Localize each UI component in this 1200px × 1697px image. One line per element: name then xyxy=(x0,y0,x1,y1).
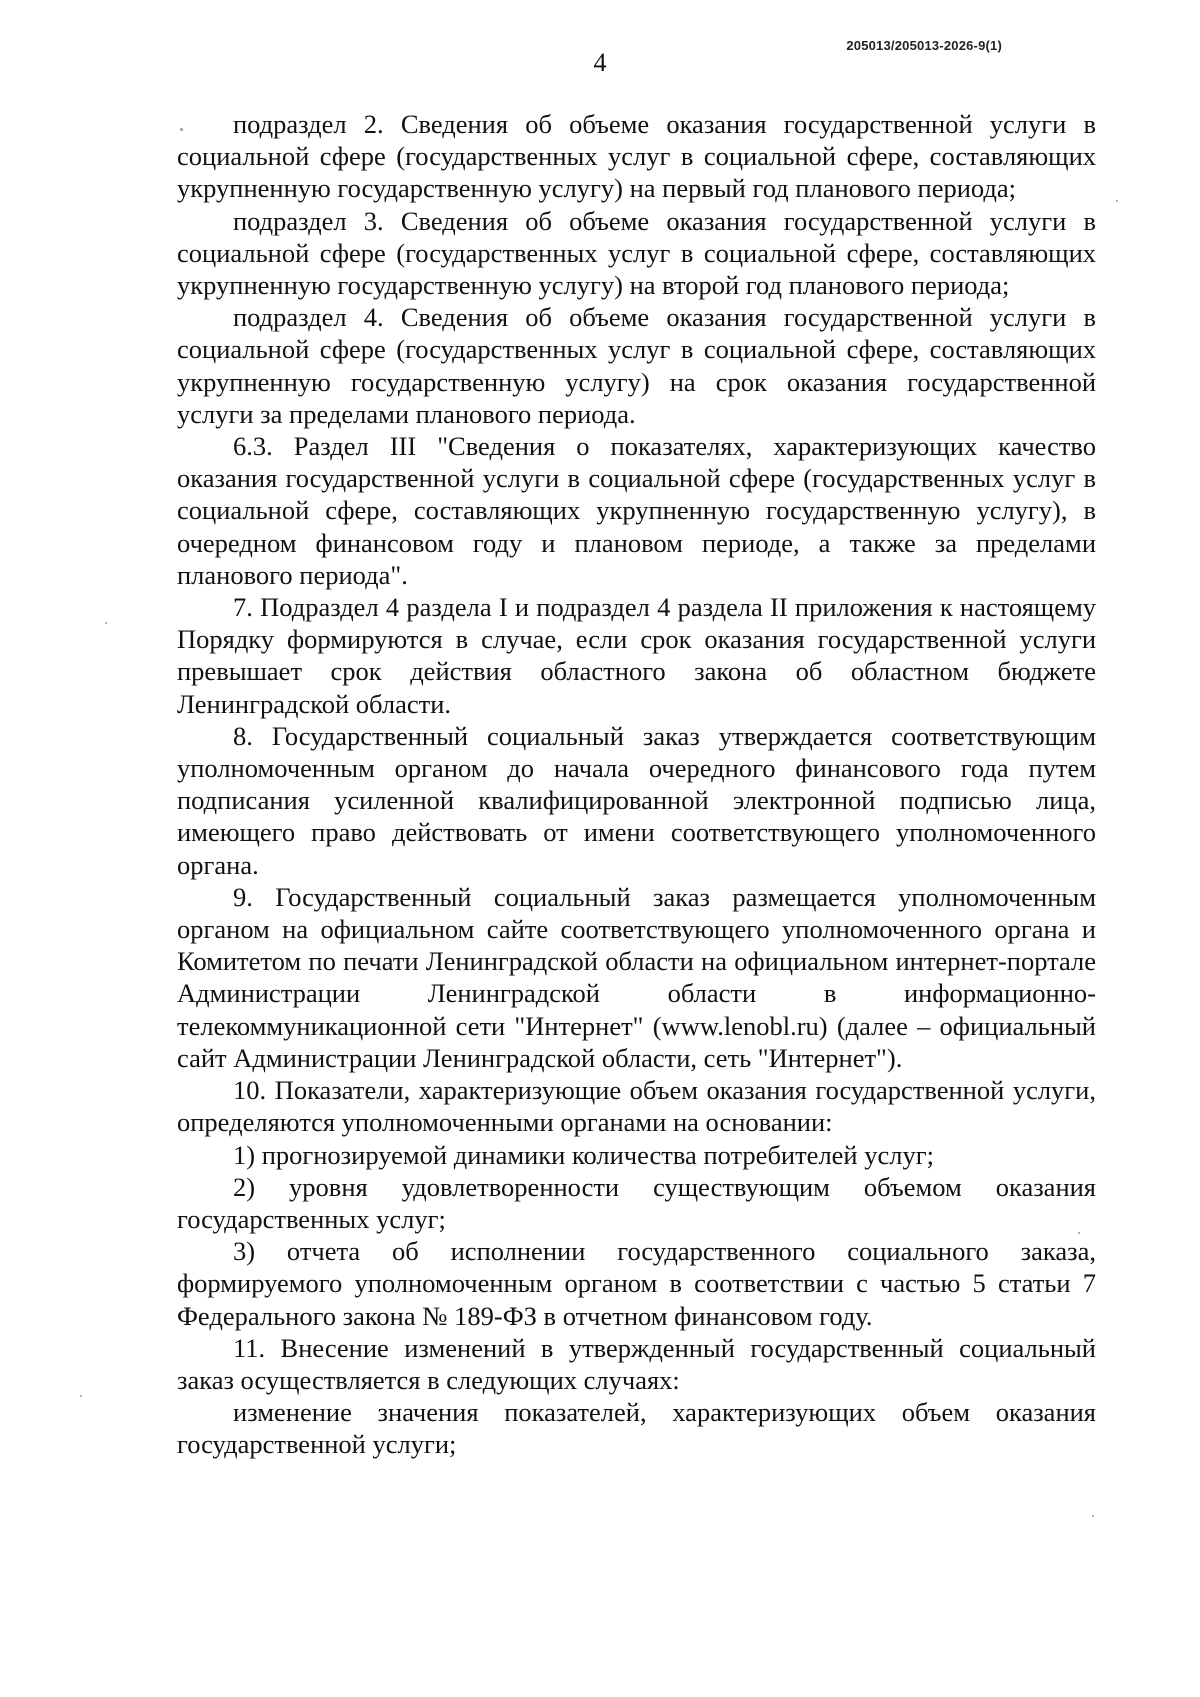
scan-speck xyxy=(80,1395,82,1397)
paragraph-subsection-3: подраздел 3. Сведения об объеме оказания государственной услуги в социальной сфере (государственных услуг в социальной сфере, составляющих укрупненную государственную услугу) на второй год планового периода; xyxy=(177,205,1096,301)
paragraph-10-item-1: 1) прогнозируемой динамики количества потребителей услуг; xyxy=(233,1139,934,1170)
page-number: 4 xyxy=(593,48,607,77)
scan-speck xyxy=(180,128,183,131)
document-body xyxy=(177,108,1096,1461)
paragraph-6-3: 6.3. Раздел III "Сведения о показателях, характеризующих качество оказания государственной услуги в социальной сфере (государственных услуг в социальной сфере, составляющих укрупненную государственную услугу), в очередном финансовом году и плановом периоде, а также за пределами планового периода". xyxy=(177,431,1096,590)
paragraph-10: 10. Показатели, характеризующие объем оказания государственной услуги, определяются уполномоченными органами на основании: xyxy=(177,1075,1096,1138)
paragraph-11-case-1: изменение значения показателей, характеризующих объем оказания государственной услуги; xyxy=(177,1397,1096,1460)
scan-speck xyxy=(1078,1232,1080,1234)
paragraph-11: 11. Внесение изменений в утвержденный государственный социальный заказ осуществляется в следующих случаях: xyxy=(177,1332,1096,1395)
scan-speck xyxy=(1116,200,1118,202)
paragraph-subsection-2: подраздел 2. Сведения об объеме оказания государственной услуги в социальной сфере (государственных услуг в социальной сфере, составляющих укрупненную государственную услугу) на первый год планового периода; xyxy=(177,109,1096,204)
scan-speck xyxy=(105,622,107,624)
scan-speck xyxy=(1092,1515,1094,1517)
paragraph-8: 8. Государственный социальный заказ утверждается соответствующим уполномоченным органом до начала очередного финансового года путем подписания усиленной квалифицированной электронной подписью лица, имеющего право действовать от имени соответствующего уполномоченного органа. xyxy=(177,720,1096,880)
paragraph-10-item-3: 3) отчета об исполнении государственного социального заказа, формируемого уполномоченным органом в соответствии с частью 5 статьи 7 Федерального закона № 189-ФЗ в отчетном финансовом году. xyxy=(177,1236,1096,1331)
paragraph-7: 7. Подраздел 4 раздела I и подраздел 4 раздела II приложения к настоящему Порядку формируются в случае, если срок оказания государственной услуги превышает срок действия областного закона об областном бюджете Ленинградской области. xyxy=(177,592,1096,719)
paragraph-subsection-4: подраздел 4. Сведения об объеме оказания государственной услуги в социальной сфере (государственных услуг в социальной сфере, составляющих укрупненную государственную услугу) на срок оказания государственной услуги за пределами планового периода. xyxy=(177,302,1096,429)
paragraph-10-item-2: 2) уровня удовлетворенности существующим объемом оказания государственных услуг; xyxy=(177,1171,1096,1234)
paragraph-9: 9. Государственный социальный заказ размещается уполномоченным органом на официальном сайте соответствующего уполномоченного органа и Комитетом по печати Ленинградской области на официальном интернет-портале Администрации Ленинградской области в информационно-телекоммуникационной сети "Интернет" (www.lenobl.ru) (далее – официальный сайт Администрации Ленинградской области, сеть "Интернет"). xyxy=(177,881,1096,1073)
document-id: 205013/205013-2026-9(1) xyxy=(846,38,1002,53)
